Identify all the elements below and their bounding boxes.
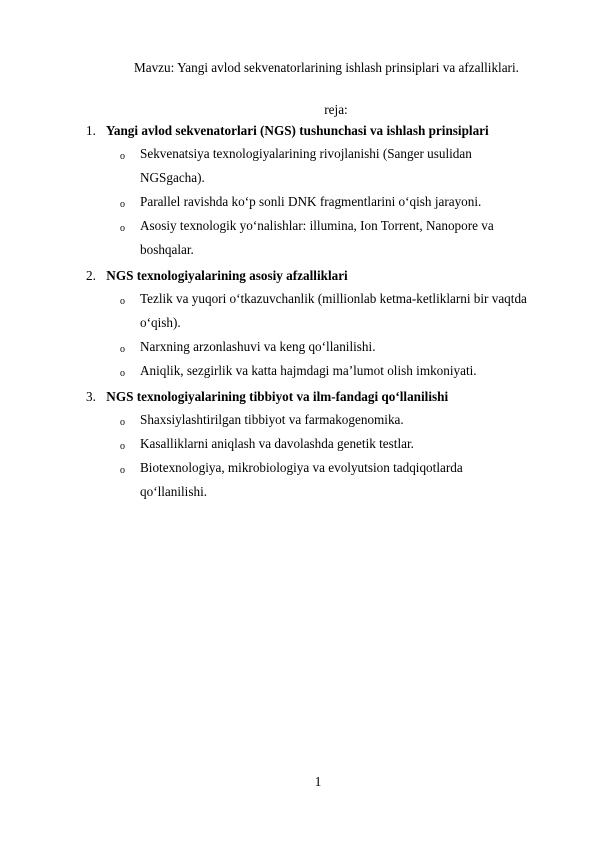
bullet-icon: o (120, 417, 125, 428)
list-item: Biotexnologiya, mikrobiologiya va evolyutsion tadqiqotlarda qo‘llanilishi. (140, 460, 463, 499)
bullet-icon: o (120, 223, 125, 234)
bullet-icon: o (120, 199, 125, 210)
section-1-title: Yangi avlod sekvenatorlari (NGS) tushunchasi va ishlash prinsiplari (105, 123, 489, 138)
section-3-heading (86, 388, 448, 406)
bullet-icon: o (120, 151, 125, 162)
section-2-heading (86, 267, 348, 285)
list-item: Narxning arzonlashuvi va keng qo‘llanilishi. (140, 339, 376, 354)
section-3-title: NGS texnologiyalarining tibbiyot va ilm-fandagi qo‘llanilishi (106, 389, 449, 404)
bullet-icon: o (120, 296, 125, 307)
list-item: Asosiy texnologik yo‘nalishlar: illumina, Ion Torrent, Nanopore va boshqalar. (140, 218, 494, 257)
list-item: Shaxsiylashtirilgan tibbiyot va farmakogenomika. (140, 412, 404, 427)
section-2-number: 2. (86, 268, 96, 283)
section-1-number: 1. (86, 123, 96, 138)
section-3-number: 3. (86, 389, 96, 404)
section-1-heading (86, 122, 489, 140)
list-item: Sekvenatsiya texnologiyalarining rivojlanishi (Sanger usulidan NGSgacha). (140, 146, 472, 185)
section-2-title: NGS texnologiyalarining asosiy afzalliklari (106, 268, 348, 283)
bullet-icon: o (120, 368, 125, 379)
list-item: Parallel ravishda ko‘p sonli DNK fragmentlarini o‘qish jarayoni. (140, 194, 482, 209)
list-item: Kasalliklarni aniqlash va davolashda genetik testlar. (140, 436, 414, 451)
document-title: Mavzu: Yangi avlod sekvenatorlarining ishlash prinsiplari va afzalliklari. (134, 60, 519, 75)
list-item: Tezlik va yuqori o‘tkazuvchanlik (millionlab ketma-ketliklarni bir vaqtda o‘qish). (140, 291, 527, 330)
bullet-icon: o (120, 465, 125, 476)
plan-label: reja: (324, 102, 348, 117)
page-number: 1 (314, 774, 322, 789)
bullet-icon: o (120, 441, 125, 452)
list-item: Aniqlik, sezgirlik va katta hajmdagi ma’lumot olish imkoniyati. (140, 363, 477, 378)
bullet-icon: o (120, 344, 125, 355)
